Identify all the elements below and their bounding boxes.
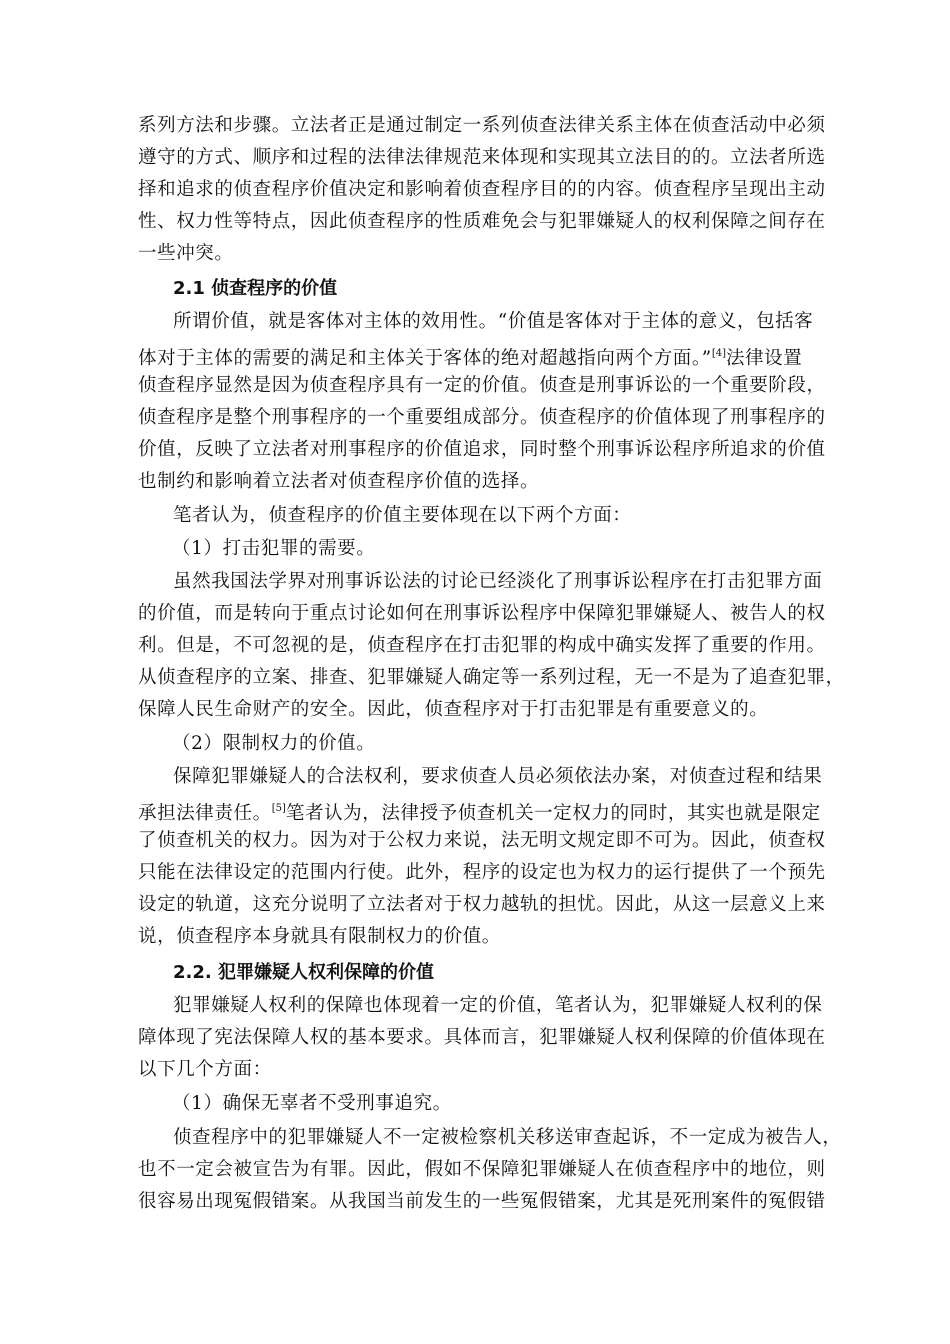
text-line: 择和追求的侦查程序价值决定和影响着侦查程序目的的内容。侦查程序呈现出主动 [138, 179, 826, 200]
section-heading: 2.1 侦查程序的价值 [173, 278, 338, 299]
section-heading: 2.2. 犯罪嫌疑人权利保障的价值 [173, 962, 434, 983]
text-line [138, 796, 821, 827]
text-line: 也制约和影响着立法者对侦查程序价值的选择。 [138, 471, 540, 492]
text-line: 性、权力性等特点，因此侦查程序的性质难免会与犯罪嫌疑人的权利保障之间存在 [138, 211, 826, 232]
text-line: 侦查程序是整个刑事程序的一个重要组成部分。侦查程序的价值体现了刑事程序的 [138, 407, 826, 428]
text-line: 很容易出现冤假错案。从我国当前发生的一些冤假错案，尤其是死刑案件的冤假错 [138, 1191, 826, 1212]
text-line: 设定的轨道，这充分说明了立法者对于权力越轨的担忧。因此，从这一层意义上来 [138, 894, 826, 915]
text-run: 法律设置 [725, 348, 803, 369]
text-line: 侦查程序显然是因为侦查程序具有一定的价值。侦查是刑事诉讼的一个重要阶段， [138, 375, 826, 396]
text-line: 价值，反映了立法者对刑事程序的价值追求，同时整个刑事诉讼程序所追求的价值 [138, 439, 826, 460]
citation-ref: [4] [711, 348, 726, 359]
text-line: 以下几个方面： [138, 1059, 272, 1080]
text-line: 障体现了宪法保障人权的基本要求。具体而言，犯罪嫌疑人权利保障的价值体现在 [138, 1027, 826, 1048]
text-line: 也不一定会被宣告为有罪。因此，假如不保障犯罪嫌疑人在侦查程序中的地位，则 [138, 1159, 826, 1180]
text-run: 承担法律责任。 [138, 803, 272, 824]
text-line: 侦查程序中的犯罪嫌疑人不一定被检察机关移送审查起诉，不一定成为被告人， [173, 1127, 842, 1148]
text-run: 体对于主体的需要的满足和主体关于客体的绝对超越指向两个方面。” [138, 348, 712, 369]
text-line: 系列方法和步骤。立法者正是通过制定一系列侦查法律关系主体在侦查活动中必须 [138, 115, 826, 136]
text-line: 说，侦查程序本身就具有限制权力的价值。 [138, 926, 501, 947]
text-line: 保障犯罪嫌疑人的合法权利，要求侦查人员必须依法办案，对侦查过程和结果 [173, 766, 823, 787]
list-item-title: （1）确保无辜者不受刑事追究。 [172, 1093, 452, 1114]
text-line: 犯罪嫌疑人权利的保障也体现着一定的价值，笔者认为，犯罪嫌疑人权利的保 [173, 995, 823, 1016]
text-line: 笔者认为，侦查程序的价值主要体现在以下两个方面： [173, 505, 632, 526]
text-line: 了侦查机关的权力。因为对于公权力来说，法无明文规定即不可为。因此，侦查权 [138, 830, 826, 851]
text-line: 保障人民生命财产的安全。因此，侦查程序对于打击犯罪是有重要意义的。 [138, 699, 769, 720]
text-run: 笔者认为，法律授予侦查机关一定权力的同时，其实也就是限定 [285, 803, 821, 824]
text-line: 所谓价值，就是客体对主体的效用性。“价值是客体对于主体的意义，包括客 [173, 311, 814, 332]
text-line: 只能在法律设定的范围内行使。此外，程序的设定也为权力的运行提供了一个预先 [138, 862, 826, 883]
text-line [138, 341, 802, 372]
text-line: 遵守的方式、顺序和过程的法律法律规范来体现和实现其立法目的的。立法者所选 [138, 147, 826, 168]
list-item-title: （2）限制权力的价值。 [172, 733, 376, 754]
text-line: 从侦查程序的立案、排查、犯罪嫌疑人确定等一系列过程，无一不是为了追查犯罪， [138, 667, 845, 688]
text-line: 一些冲突。 [138, 243, 234, 264]
citation-ref: [5] [271, 803, 286, 814]
text-line: 虽然我国法学界对刑事诉讼法的讨论已经淡化了刑事诉讼程序在打击犯罪方面 [173, 571, 823, 592]
text-line: 的价值，而是转向于重点讨论如何在刑事诉讼程序中保障犯罪嫌疑人、被告人的权 [138, 603, 826, 624]
text-line: 利。但是，不可忽视的是，侦查程序在打击犯罪的构成中确实发挥了重要的作用。 [138, 635, 826, 656]
list-item-title: （1）打击犯罪的需要。 [172, 538, 376, 559]
